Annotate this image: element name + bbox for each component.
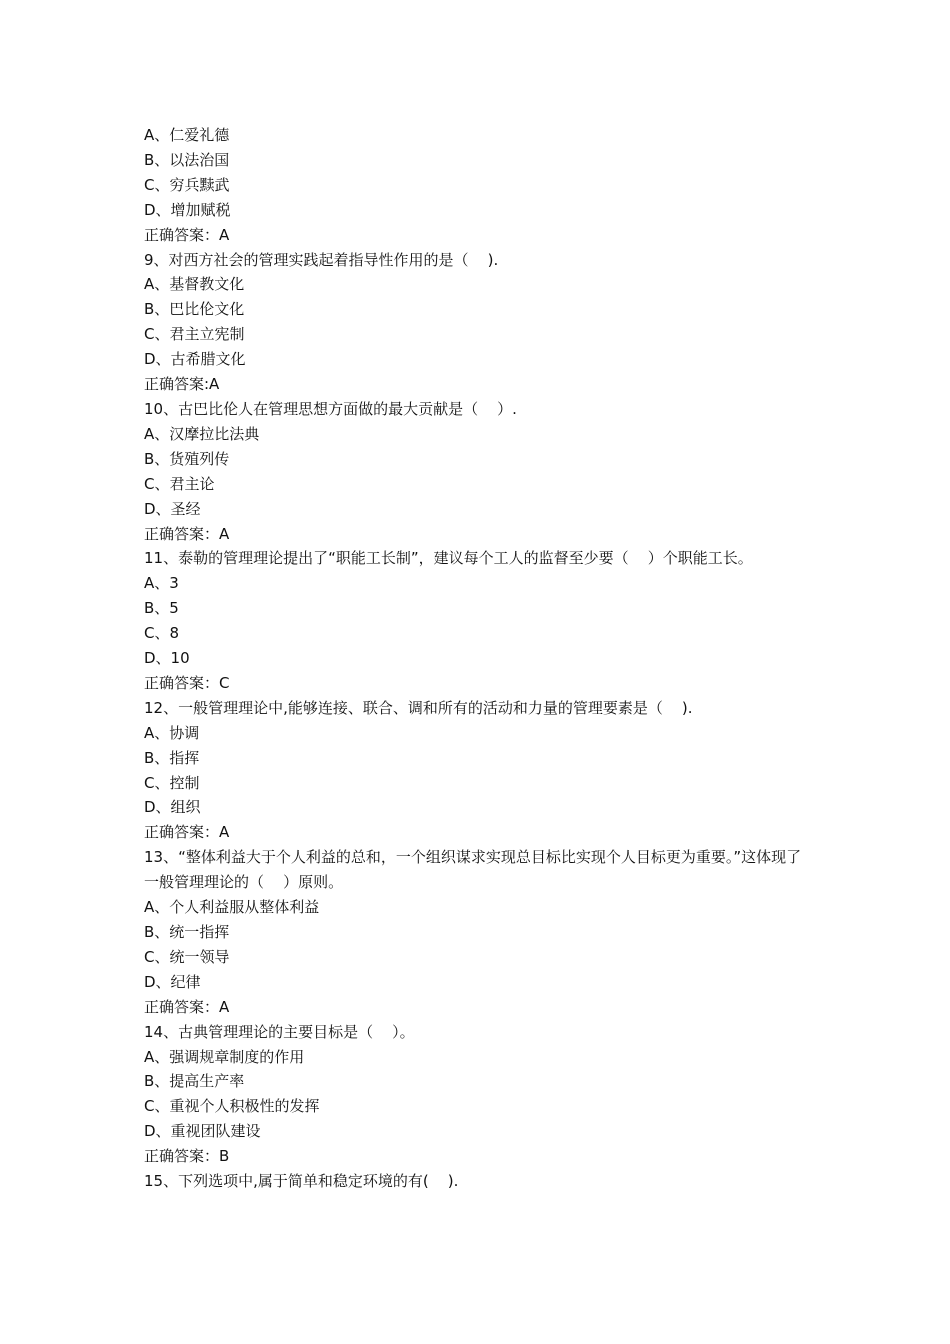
question-12: 12、一般管理理论中,能够连接、联合、调和所有的活动和力量的管理要素是（ ). xyxy=(144,698,693,717)
option-a: A、基督教文化 xyxy=(144,275,245,294)
correct-answer: 正确答案:A xyxy=(144,375,220,394)
option-b: B、统一指挥 xyxy=(144,923,230,941)
option-d: D、圣经 xyxy=(144,499,201,518)
option-b: B、指挥 xyxy=(144,748,200,767)
option-c: C、君主论 xyxy=(144,474,215,493)
option-a: A、个人利益服从整体利益 xyxy=(144,898,320,917)
option-c: C、重视个人积极性的发挥 xyxy=(144,1097,320,1116)
option-a: A、协调 xyxy=(144,723,200,742)
correct-answer: 正确答案：A xyxy=(144,524,230,543)
option-a: A、强调规章制度的作用 xyxy=(144,1047,305,1066)
question-10: 10、古巴比伦人在管理思想方面做的最大贡献是（ ）. xyxy=(144,399,517,418)
question-13: 13、“整体利益大于个人利益的总和，一个组织谋求实现总目标比实现个人目标更为重要。”这体现了一般管理理论的（ ）原则。 xyxy=(144,848,802,892)
option-b: B、货殖列传 xyxy=(144,449,230,468)
correct-answer: 正确答案：C xyxy=(144,673,230,692)
option-d: D、组织 xyxy=(144,798,201,817)
option-a: A、3 xyxy=(144,574,179,593)
question-15: 15、下列选项中,属于简单和稳定环境的有( ). xyxy=(144,1172,459,1191)
option-c: C、君主立宪制 xyxy=(144,325,245,344)
correct-answer: 正确答案：A xyxy=(144,823,230,842)
question-14: 14、古典管理理论的主要目标是（ ）。 xyxy=(144,1022,415,1041)
option-b: B、提高生产率 xyxy=(144,1072,245,1091)
option-b: B、巴比伦文化 xyxy=(144,300,245,319)
correct-answer: 正确答案：A xyxy=(144,997,230,1016)
document-page xyxy=(144,123,814,1194)
option-a: A、汉摩拉比法典 xyxy=(144,424,260,443)
option-b: B、5 xyxy=(144,599,179,618)
option-a: A、仁爱礼德 xyxy=(144,126,230,144)
option-d: D、10 xyxy=(144,649,190,668)
correct-answer: 正确答案：B xyxy=(144,1147,230,1166)
option-d: D、纪律 xyxy=(144,972,201,991)
question-9: 9、对西方社会的管理实践起着指导性作用的是（ ). xyxy=(144,250,499,269)
correct-answer: 正确答案：A xyxy=(144,225,230,244)
option-c: C、控制 xyxy=(144,773,200,792)
option-c: C、8 xyxy=(144,624,180,643)
option-b: B、以法治国 xyxy=(144,150,230,169)
option-d: D、增加赋税 xyxy=(144,200,231,219)
option-d: D、古希腊文化 xyxy=(144,350,246,369)
question-11: 11、泰勒的管理理论提出了“职能工长制”，建议每个工人的监督至少要（ ）个职能工长。 xyxy=(144,549,753,568)
option-d: D、重视团队建设 xyxy=(144,1122,261,1141)
option-c: C、统一领导 xyxy=(144,947,230,966)
option-c: C、穷兵黩武 xyxy=(144,175,230,194)
